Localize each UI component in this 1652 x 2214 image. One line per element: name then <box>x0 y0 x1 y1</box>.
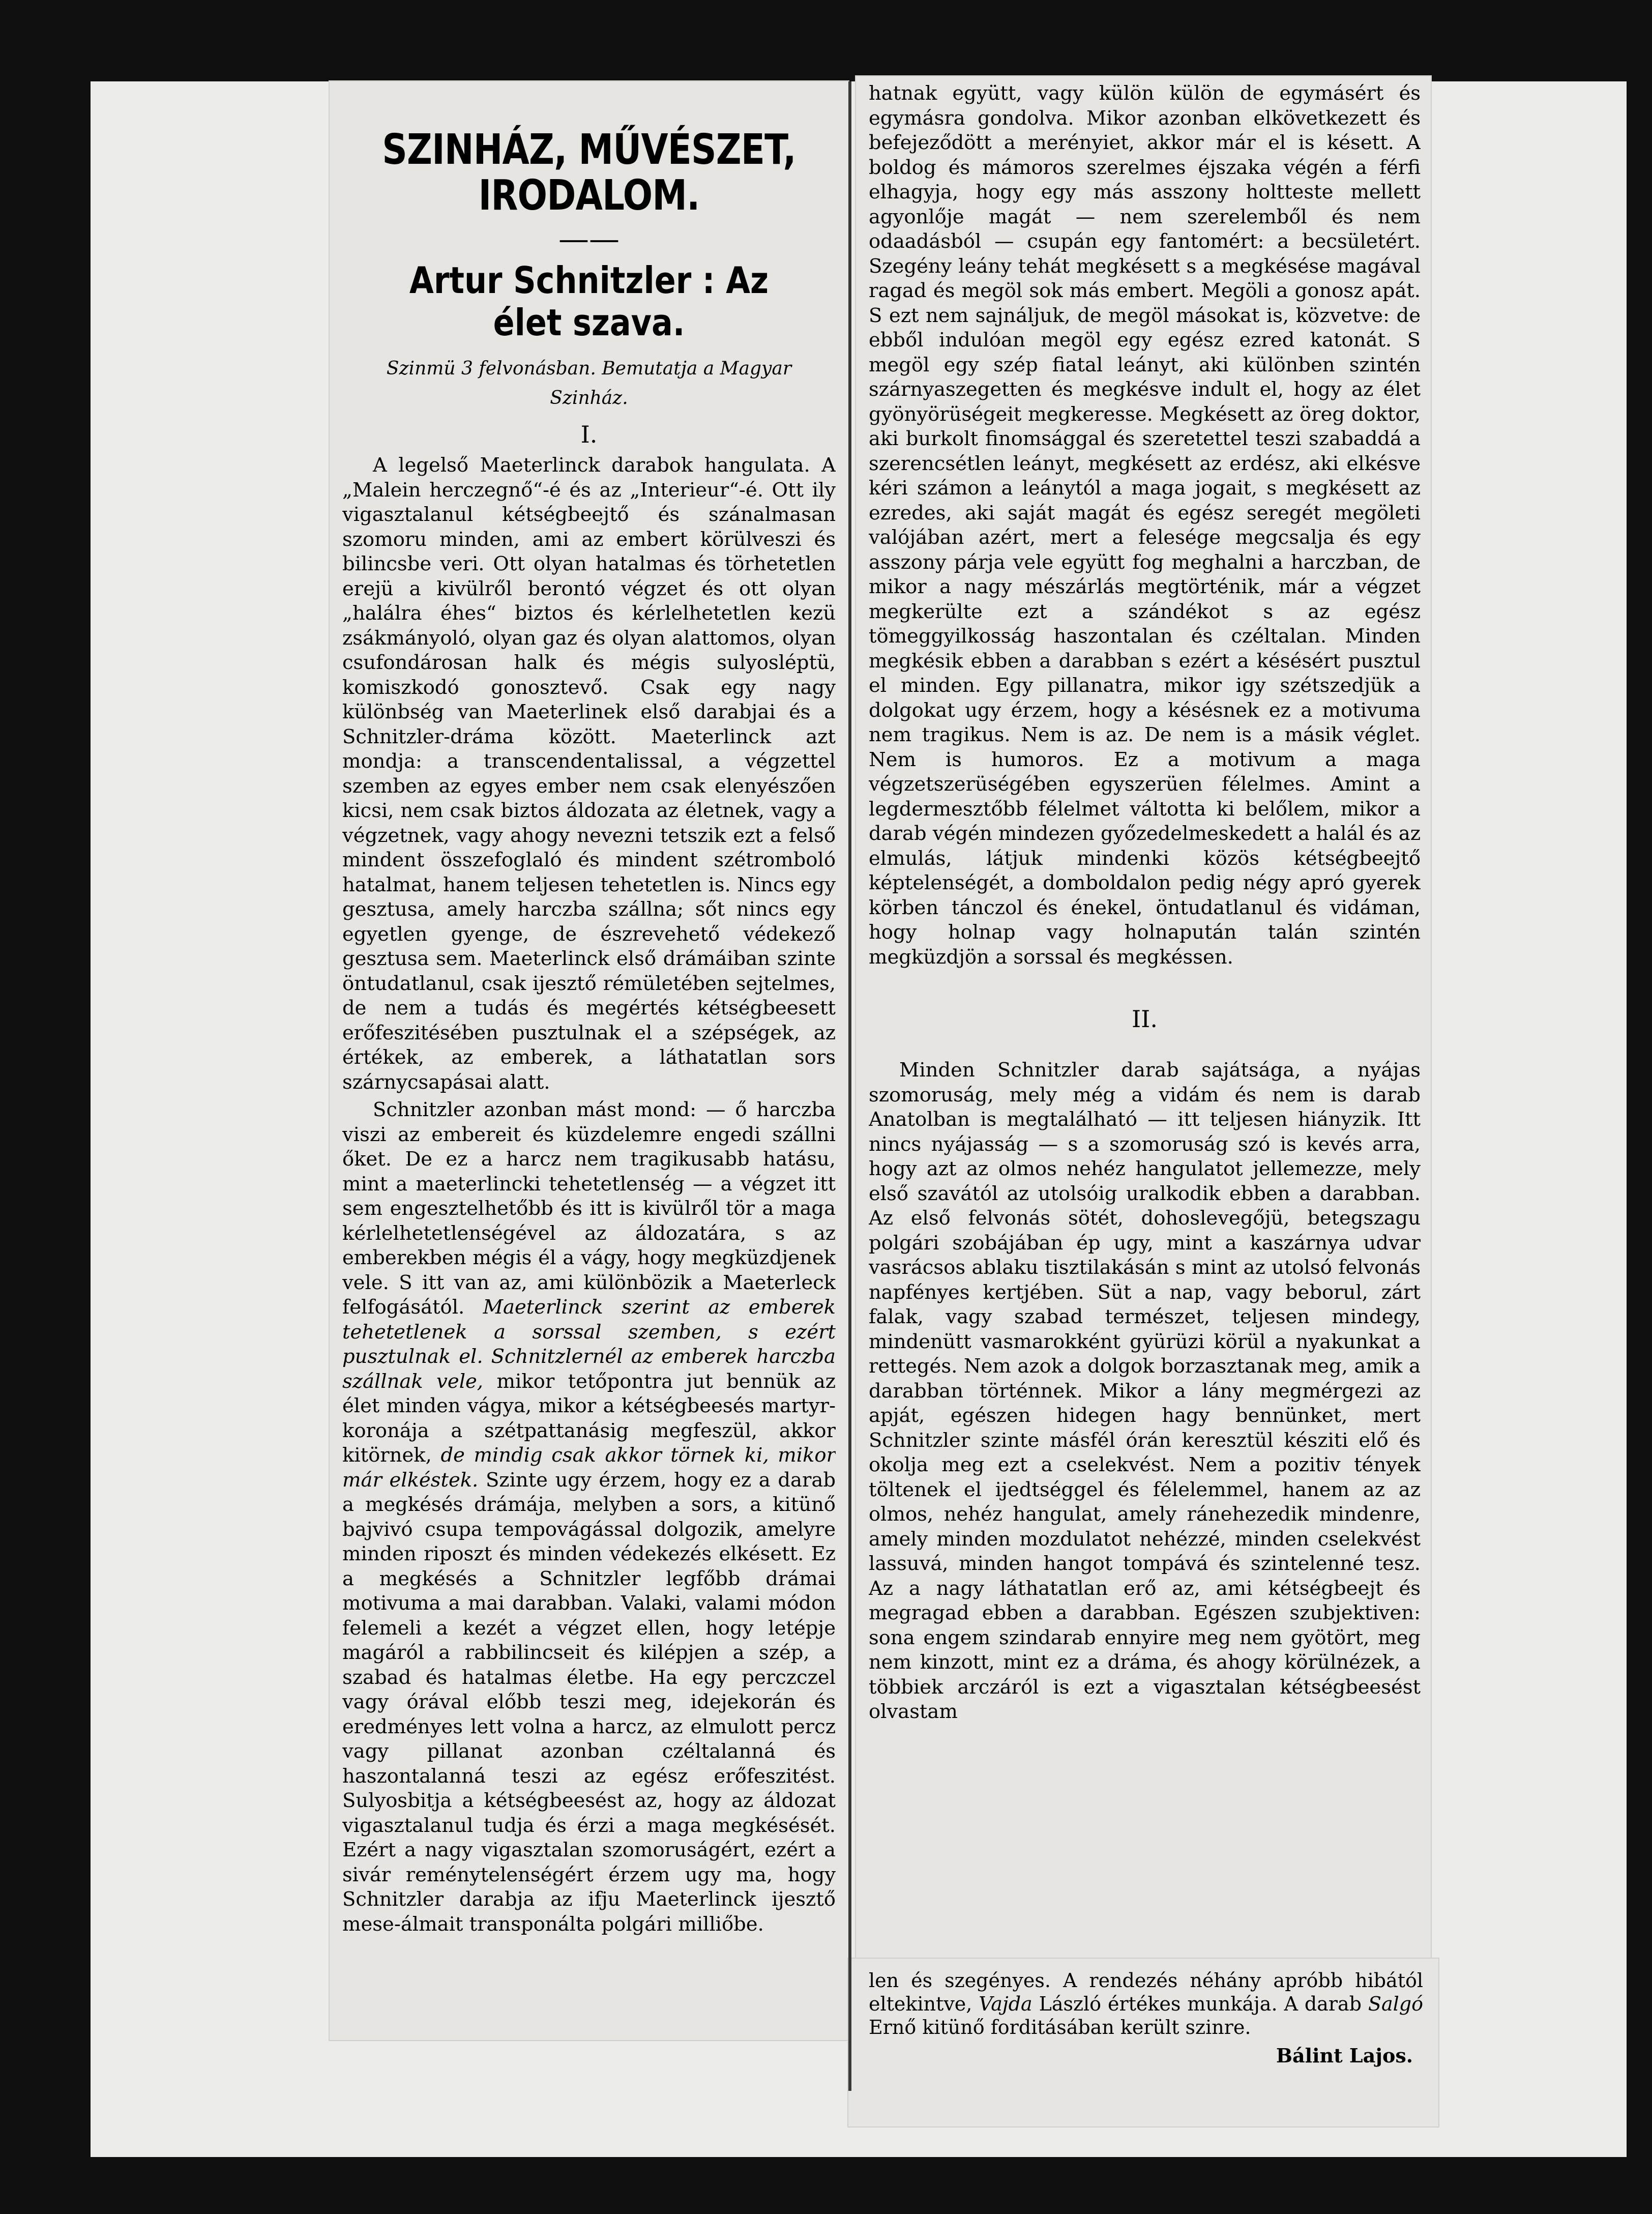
section-heading: SZINHÁZ, MŰVÉSZET, IRODALOM. <box>382 126 796 220</box>
right-column <box>869 81 1421 1959</box>
heading-rule: —— <box>558 221 620 257</box>
closing-paragraph <box>869 1969 1423 2039</box>
paragraph-text: László értékes munkája. A darab <box>1039 1993 1362 2015</box>
paragraph-text: len és szegényes. A rendezés néhány apróbb hibától eltekintve, <box>869 1969 1423 2015</box>
paragraph-text: Ernő kitünő forditásában került szinre. <box>869 2016 1251 2038</box>
article-paragraph <box>342 1098 836 1937</box>
paragraph-text: mikor tetőpontra jut bennük az élet minden vágya, mikor a kétségbeesés martyr-koronája a szétpattanásig megfeszül, akkor kitörnek, <box>342 1370 836 1467</box>
article-paragraph: A legelső Maeterlinck darabok hangulata. A „Malein herczegnő“-é és az „Interieur“-é. Ott ily vigasztalanul kétségbeejtő és szánalmasan szomoru minden, ami az embert körülveszi és bilincsbe veri. Ott olyan hatalmas és törhetetlen erejü a kivülről berontó végzet és ott olyan „halálra éhes“ biztos és kérlelhetetlen kezü zsákmányoló, olyan gaz és olyan alattomos, olyan csufondárosan halk és mégis sulyosléptü, komiszkodó gonosztevő. Csak egy nagy különbség van Maeterlinek első darabjai és a Schnitzler-dráma között. Maeterlinck azt mondja: a transcendentalissal, a végzettel szemben az egyes ember nem csak elenyészően kicsi, nem csak biztos áldozata az életnek, vagy a végzetnek, vagy ahogy nevezni tetszik ezt a felső mindent összefoglaló és mindent szétromboló hatalmat, hanem teljesen tehetetlen is. Nincs egy gesztusa, amely harczba szállna; sőt nincs egy egyetlen gyenge, de észrevehető védekező gesztusa sem. Maeterlinck első drámáiban szinte öntudatlanul, csak ijesztő rémületében sejtelmes, de nem a tudás és megértés kétségbeesett erőfeszitésében pusztulnak el a szépségek, az értékek, az emberek, a láthatatlan sors szárnycsapásai alatt. <box>342 454 836 1094</box>
author-signature: Bálint Lajos. <box>1276 2044 1413 2067</box>
paragraph-text: Szinte ugy érzem, hogy ez a darab a megkésés drámája, melyben a sors, a kitünő bajvivó csupa tempovágással dolgozik, amelyre minden riposzt és minden védekezés elkésett. Ez a megkésés a Schnitzler legfőbb drámai motivuma a mai darabban. Valaki, valami módon felemeli a kezét a végzet ellen, hogy letépje magáról a rabbilincseit és kilépjen a szép, a szabad és hatalmas életbe. Ha egy perczczel vagy órával előbb teszi meg, idejekorán és eredményes lett volna a harcz, az elmulott percz vagy pillanat azonban czéltalanná és haszontalanná teszi az egész erőfeszitést. Sulyosbitja a kétségbeesést az, hogy az áldozat vigasztalanul tudja és érzi a maga megkésését. Ezért a nagy vigasztalan szomoruságért, ezért a sivár reménytelenségért érzem ugy ma, hogy Schnitzler darabja az ifju Maeterlinck ijesztő mese-álmait transponálta polgári milliőbe. <box>342 1468 836 1936</box>
article-paragraph-continued: hatnak együtt, vagy külön külön de egymásért és egymásra gondolva. Mikor azonban elkövetkezett és befejeződött a merényiet, akkor már el is késett. A boldog és mámoros szerelmes éjszaka végén a férfi elhagyja, hogy egy más asszony holtteste mellett agyonlője magát — nem szerelemből és nem odaadásból — csupán egy fantomért: a becsületért. Szegény leány tehát megkésett s a megkésése magával ragad és megöl sok más embert. Megöli a gonosz apát. S ezt nem sajnáljuk, de megöl másokat is, közvetve: de ebből indulóan megöl egy egész ezred katonát. S megöl egy szép fiatal leányt, aki különben szintén szárnyaszegetten és megkésve indult el, hogy az élet gyönyörüségeit megkeresse. Megkésett az öreg doktor, aki burkolt finomsággal és szeretettel teszi szabaddá a szerencsétlen leányt, megkésett az erdész, aki elkésve kéri számon a leánytól a maga jogait, s megkésett az ezredes, aki saját magát és egész seregét megöleti valójában azért, mert a felesége megcsalja és egy asszony párja vele együtt fog meghalni a harczban, de mikor a nagy mészárlás megtörténik, már a végzet megkerülte ezt a szándékot s az egész tömeggyilkosság haszontalan és czéltalan. Minden megkésik ebben a darabban s ezért a késésért pusztul el minden. Egy pillanatra, mikor igy szétszedjük a dolgokat ugy érzem, hogy a késésnek ez a motivuma nem tragikus. Nem is az. De nem is a másik véglet. Nem is humoros. Ez a motivum a maga végzetszerüségében egyszerüen félelmes. Amint a legdermesztőbb félelmet váltotta ki belőlem, mikor a darab végén mindezen győzedelmeskedett a halál és az elmulás, látjuk mindenki közös kétségbeejtő képtelenségét, a domboldalon pedig négy apró gyerek körben tánczol és énekel, öntudatlanul és vidáman, hogy holnap vagy holnapután talán szintén megküzdjön a sorssal és megkéssen. <box>869 82 1421 969</box>
paragraph-text: Schnitzler azonban mást mond: — ő harczba viszi az embereit és küzdelemre engedi szállni őket. De ez a harcz nem tragikusabb hatásu, mint a maeterlincki tehetetlenség — a végzet itt sem engesztelhetőbb és itt is kivülről tör a maga kérlelhetetlenségével az áldozatára, s az emberekben mégis él a vágy, hogy megküzdjenek vele. S itt van az, ami különbözik a Maeterleck felfogásától. <box>342 1098 836 1319</box>
left-column <box>342 97 836 2030</box>
part-two-numeral: II. <box>1132 1005 1158 1033</box>
article-title: Artur Schnitzler : Az élet szava. <box>409 259 769 344</box>
paragraph-italic-text: de mindig csak akkor törnek ki, mikor már elkéstek. <box>342 1444 836 1492</box>
part-one-numeral: I. <box>580 421 598 449</box>
article-paragraph: Minden Schnitzler darab sajátsága, a nyájas szomoruság, mely még a vidám és nem is darab Anatolban is megtalálható — itt teljesen hiányzik. Itt nincs nyájasság — s a szomoruság szó is kevés arra, hogy azt az olmos nehéz hangulatot jellemezze, mely első szavától az utolsóig uralkodik ebben a darabban. Az első felvonás sötét, dohoslevegőjü, betegszagu polgári szobájában ép ugy, mint a kaszárnya udvar vasrácsos ablaku tisztilakásán s mint az utolsó felvonás napfényes kertjében. Süt a nap, vagy beborul, zárt falak, vagy szabad természet, teljesen mindegy, mindenütt vasmarokként gyürüzi körül a nyakunkat a rettegés. Nem azok a dolgok borzasztanak meg, amik a darabban történnek. Mikor a lány megmérgezi az apját, egészen hidegen hagy bennünket, mert Schnitzler szinte másfél órán keresztül késziti elő és okolja meg ezt a cselekvést. Nem a pozitiv tények töltenek el ijedtséggel és félelemmel, hanem az az olmos, nehéz hangulat, amely ránehezedik mindenre, amely minden mozdulatot nehézzé, minden cselekvést lassuvá, minden hangot tompává és szintelenné tesz. Az a nagy láthatatlan erő az, ami kétségbeejt és megragad ebben a darabban. Egészen szubjektiven: sona engem szindarab ennyire meg nem gyötört, meg nem kinzott, mint ez a dráma, és ahogy körülnézek, a többiek arczáról is ezt a vigasztalan kétségbeesést olvastam <box>869 1059 1421 1723</box>
article-subtitle: Szinmü 3 felvonásban. Bemutatja a Magyar Szinház. <box>386 358 792 409</box>
paragraph-italic-text: Maeterlinck szerint az emberek tehetetlenek a sorssal szemben, s ezért pusztulnak el. Schnitzlernél az emberek harczba szállnak vele, <box>342 1296 836 1393</box>
bottom-column <box>869 1969 1423 2121</box>
translator-name: Salgó <box>1368 1993 1423 2015</box>
clipping-fold-line <box>848 81 851 2091</box>
director-name: Vajda <box>979 1993 1032 2015</box>
